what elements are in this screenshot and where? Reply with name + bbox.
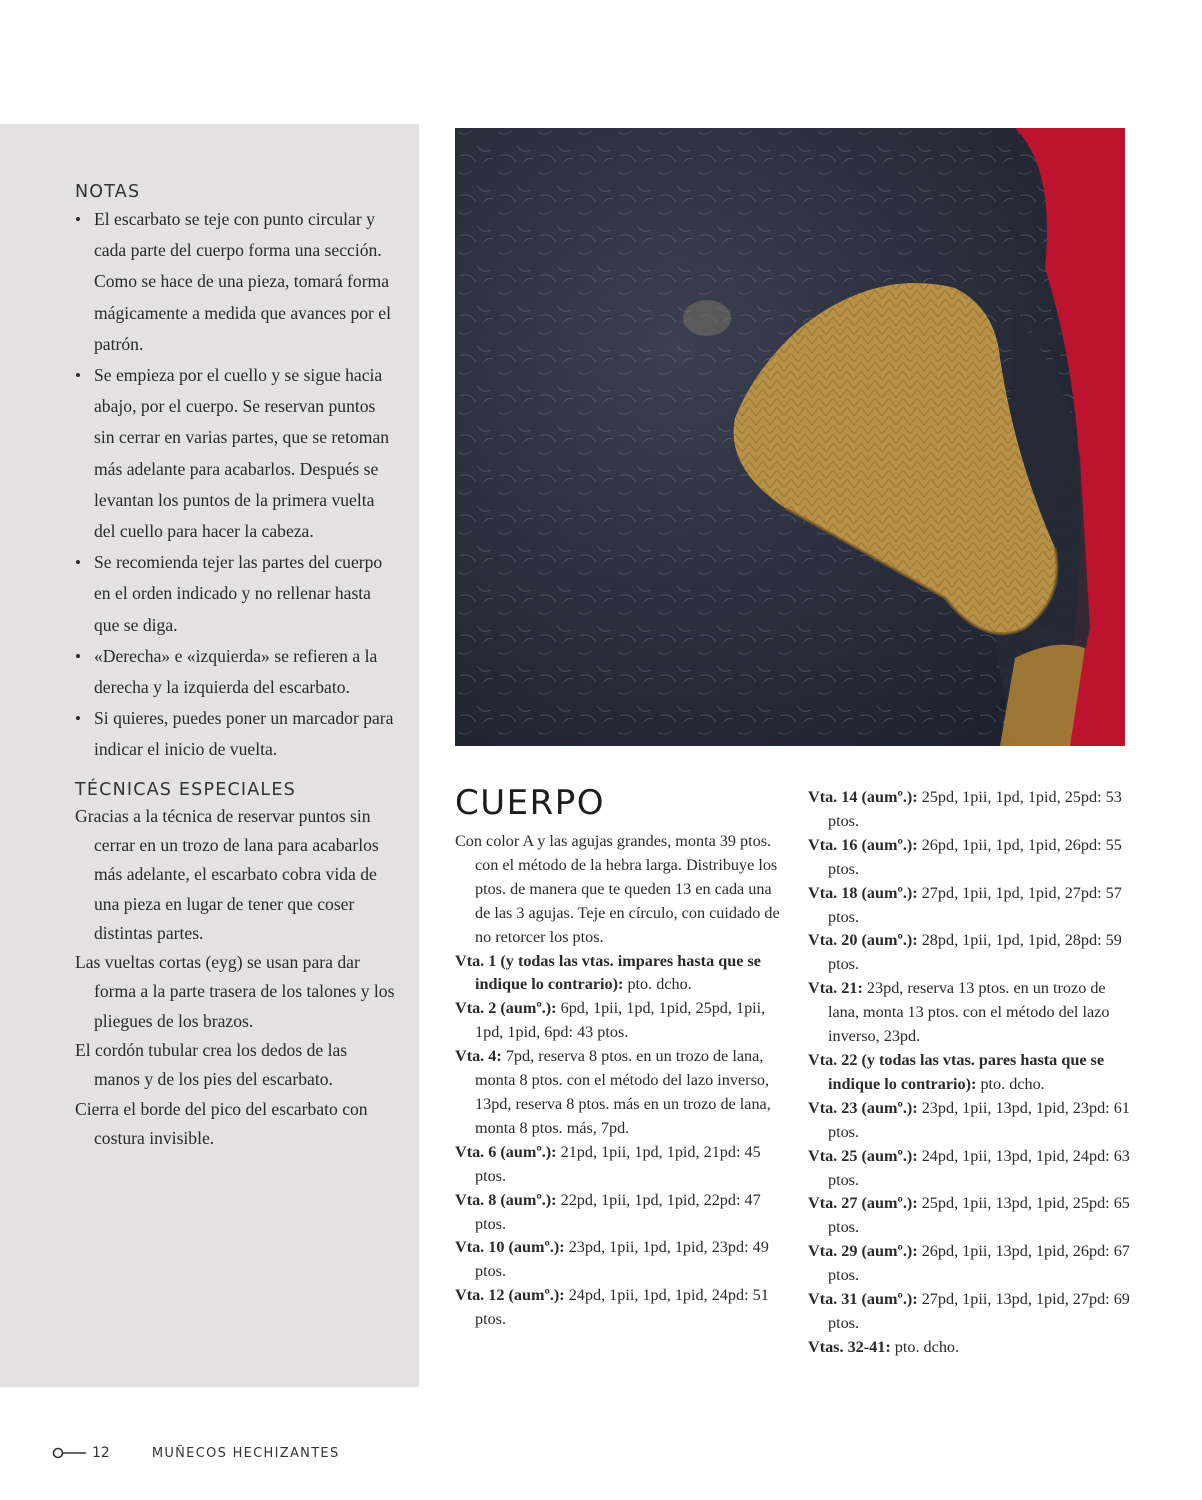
row-text: pto. dcho. [976, 1074, 1045, 1093]
row-text: 23pd, 1pii, 13pd, 1pid, 23pd: 61 ptos. [828, 1098, 1130, 1141]
row-text: pto. dcho. [623, 975, 692, 994]
row-instruction [455, 997, 790, 1045]
notes-heading: NOTAS [75, 182, 141, 202]
page-number: 12 [92, 1445, 110, 1461]
note-item: • «Derecha» e «izquierda» se refieren a la derecha y la izquierda del escarbato. [75, 641, 395, 703]
row-text: pto. dcho. [890, 1337, 960, 1356]
note-item: • El escarbato se teje con punto circular y cada parte del cuerpo forma una sección. Como se hace de una pieza, tomará forma mágicamente a medida que avances por el patrón. [75, 204, 395, 360]
knitted-niffler-illustration [455, 128, 1125, 746]
row-label: Vta. 6 (aumº.): [455, 1142, 557, 1161]
techniques-heading: TÉCNICAS ESPECIALES [75, 779, 296, 800]
pattern-intro: Con color A y las agujas grandes, monta 39 ptos. con el método de la hebra larga. Distribuye los ptos. de manera que te queden 13 en cada una de las 3 agujas. Teje en círculo, con cuidado de no retorcer los ptos. [455, 832, 780, 946]
row-label: Vta. 31 (aumº.): [808, 1290, 918, 1309]
note-item: • Se empieza por el cuello y se sigue hacia abajo, por el cuerpo. Se reservan puntos sin cerrar en varias partes, que se retoman más adelante para acabarlos. Después se levantan los puntos de la primera vuelta del cuello para hacer la cabeza. [75, 360, 395, 547]
row-instruction [808, 1049, 1138, 1097]
technique-paragraph: El cordón tubular crea los dedos de las manos y de los pies del escarbato. [75, 1040, 348, 1090]
row-instruction [455, 1045, 790, 1141]
row-instruction [808, 1240, 1138, 1288]
row-text: 27pd, 1pii, 13pd, 1pid, 27pd: 69 ptos. [828, 1290, 1130, 1332]
row-label: Vta. 2 (aumº.): [455, 999, 557, 1018]
row-instruction [808, 1145, 1138, 1193]
book-title: MUÑECOS HECHIZANTES [151, 1445, 340, 1461]
row-instruction [455, 950, 790, 998]
row-text: 23pd, reserva 13 ptos. en un trozo de lana, monta 13 ptos. con el método del lazo inverso, 23pd. [828, 979, 1110, 1046]
row-text: 6pd, 1pii, 1pd, 1pid, 25pd, 1pii, 1pd, 1pid, 6pd: 43 ptos. [475, 999, 766, 1042]
note-item: • Se recomienda tejer las partes del cuerpo en el orden indicado y no rellenar hasta que se diga. [75, 547, 395, 641]
row-label: Vta. 18 (aumº.): [808, 883, 918, 902]
row-label: Vta. 10 (aumº.): [455, 1238, 565, 1257]
row-text: 22pd, 1pii, 1pd, 1pid, 22pd: 47 ptos. [475, 1190, 761, 1233]
pattern-column-2 [808, 786, 1138, 1360]
note-item: • Si quieres, puedes poner un marcador para indicar el inicio de vuelta. [75, 703, 395, 765]
row-instruction [808, 1288, 1138, 1336]
notes-list [75, 204, 395, 766]
row-label: Vta. 16 (aumº.): [808, 835, 918, 854]
row-text: 26pd, 1pii, 1pd, 1pid, 26pd: 55 ptos. [828, 835, 1122, 878]
row-instruction [455, 1141, 790, 1189]
technique-paragraph: Cierra el borde del pico del escarbato con costura invisible. [75, 1098, 368, 1148]
row-instruction [808, 929, 1138, 977]
row-text: 28pd, 1pii, 1pd, 1pid, 28pd: 59 ptos. [828, 931, 1122, 974]
notes-sidebar [0, 124, 419, 1387]
row-label: Vta. 23 (aumº.): [808, 1098, 918, 1117]
row-label: Vta. 4: [455, 1047, 502, 1066]
row-text: 21pd, 1pii, 1pd, 1pid, 21pd: 45 ptos. [475, 1142, 761, 1185]
row-text: 24pd, 1pii, 1pd, 1pid, 24pd: 51 ptos. [475, 1286, 769, 1329]
pattern-column-1 [455, 784, 790, 1332]
sidebar-content [75, 182, 395, 1153]
page-footer [52, 1443, 340, 1463]
row-label: Vtas. 32-41: [808, 1337, 891, 1356]
row-instruction [808, 1336, 1138, 1360]
row-text: 27pd, 1pii, 1pd, 1pid, 27pd: 57 ptos. [828, 883, 1122, 926]
row-instruction [808, 1192, 1138, 1240]
row-text: 25pd, 1pii, 13pd, 1pid, 25pd: 65 ptos. [828, 1194, 1130, 1237]
technique-paragraph: Gracias a la técnica de reservar puntos sin cerrar en un trozo de lana para acabarlos más adelante, el escarbato cobra vida de una pieza en lugar de tener que coser distintas partes. [75, 805, 379, 943]
row-text: 26pd, 1pii, 13pd, 1pid, 26pd: 67 ptos. [828, 1242, 1130, 1285]
row-label: Vta. 25 (aumº.): [808, 1146, 918, 1165]
row-instruction [808, 977, 1138, 1049]
row-instruction [455, 1189, 790, 1237]
row-instruction [455, 1236, 790, 1284]
row-text: 24pd, 1pii, 13pd, 1pid, 24pd: 63 ptos. [828, 1146, 1130, 1189]
key-ornament-icon [52, 1446, 86, 1460]
technique-paragraph: Las vueltas cortas (eyg) se usan para dar forma a la parte trasera de los talones y los pliegues de los brazos. [75, 952, 395, 1031]
row-label: Vta. 22 (y todas las vtas. pares hasta que se indique lo contrario): [808, 1050, 1105, 1093]
row-instruction [808, 786, 1138, 834]
row-instruction [808, 1097, 1138, 1145]
row-text: 25pd, 1pii, 1pd, 1pid, 25pd: 53 ptos. [828, 788, 1122, 830]
row-label: Vta. 29 (aumº.): [808, 1242, 918, 1261]
section-title: CUERPO [455, 783, 605, 823]
row-label: Vta. 12 (aumº.): [455, 1286, 565, 1305]
row-label: Vta. 20 (aumº.): [808, 931, 918, 950]
row-label: Vta. 1 (y todas las vtas. impares hasta que se indique lo contrario): [455, 951, 761, 994]
row-label: Vta. 14 (aumº.): [808, 788, 918, 806]
row-instruction [808, 882, 1138, 930]
row-label: Vta. 21: [808, 979, 863, 998]
row-text: 7pd, reserva 8 ptos. en un trozo de lana, monta 8 ptos. con el método del lazo inverso, 13pd, reserva 8 ptos. más en un trozo de lana, monta 8 ptos. más, 7pd. [475, 1047, 771, 1137]
row-instruction [455, 1284, 790, 1332]
niffler-photo [455, 128, 1125, 746]
row-text: 23pd, 1pii, 1pd, 1pid, 23pd: 49 ptos. [475, 1238, 769, 1281]
row-label: Vta. 8 (aumº.): [455, 1190, 557, 1209]
row-label: Vta. 27 (aumº.): [808, 1194, 918, 1213]
row-instruction [808, 834, 1138, 882]
